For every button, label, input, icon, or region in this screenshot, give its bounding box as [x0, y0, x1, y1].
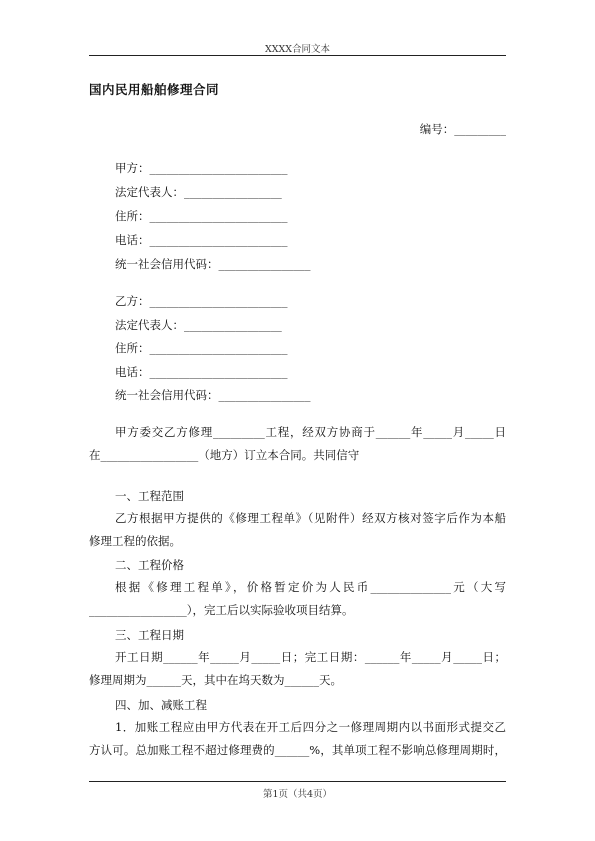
section-4-body — [89, 716, 506, 762]
contract-number-field: 编号：_________ — [419, 122, 506, 136]
section-3-line-2: 修理周期为______天，其中在坞天数为______天。 — [89, 673, 342, 687]
party-b-address: 住所：________________________ — [115, 341, 288, 355]
section-3-body — [89, 646, 506, 692]
document-title: 国内民用船舶修理合同 — [89, 82, 220, 97]
party-a-phone: 电话：________________________ — [115, 233, 288, 247]
section-4-line-1: 1．加账工程应由甲方代表在开工后四分之一修理周期内以书面形式提交乙 — [115, 720, 506, 734]
section-1-body — [89, 507, 506, 553]
party-b-credit-code: 统一社会信用代码：________________ — [115, 388, 311, 402]
party-a-address: 住所：________________________ — [115, 209, 288, 223]
party-a-rep: 法定代表人：_________________ — [115, 185, 282, 199]
section-3-heading: 三、工程日期 — [115, 628, 184, 642]
intro-line-1: 甲方委交乙方修理_________工程，经双方协商于______年_____月_____日 — [115, 425, 506, 439]
section-4-heading: 四、加、减账工程 — [115, 698, 207, 712]
section-1-line-1: 乙方根据甲方提供的《修理工程单》（见附件）经双方核对签字后作为本船 — [115, 511, 506, 525]
section-2-body — [89, 576, 506, 622]
intro-paragraph — [89, 421, 506, 467]
party-b-phone: 电话：________________________ — [115, 365, 288, 379]
section-1-line-2: 修理工程的依据。 — [89, 534, 181, 548]
page-number: 第1页（共4页） — [262, 789, 333, 800]
section-2-line-1: 根据《修理工程单》，价格暂定价为人民币______________元（大写 — [115, 580, 506, 594]
party-b-name: 乙方：________________________ — [115, 294, 288, 308]
section-2-line-2: _________________），完工后以实际验收项目结算。 — [89, 603, 354, 617]
party-a-name: 甲方：________________________ — [115, 161, 288, 175]
section-4-line-2: 方认可。总加账工程不超过修理费的______%，其单项工程不影响总修理周期时， — [89, 743, 506, 757]
party-a-credit-code: 统一社会信用代码：________________ — [115, 257, 311, 271]
footer-divider — [89, 781, 506, 782]
section-2-heading: 二、工程价格 — [115, 558, 184, 572]
section-1-heading: 一、工程范围 — [115, 489, 184, 503]
party-b-rep: 法定代表人：_________________ — [115, 318, 282, 332]
section-3-line-1: 开工日期______年_____月_____日；完工日期：______年_____月_____日； — [115, 650, 506, 664]
page-header: XXXX合同文本 — [264, 44, 331, 55]
header-divider — [89, 55, 506, 56]
intro-line-2: 在_________________（地方）订立本合同。共同信守 — [89, 448, 360, 462]
